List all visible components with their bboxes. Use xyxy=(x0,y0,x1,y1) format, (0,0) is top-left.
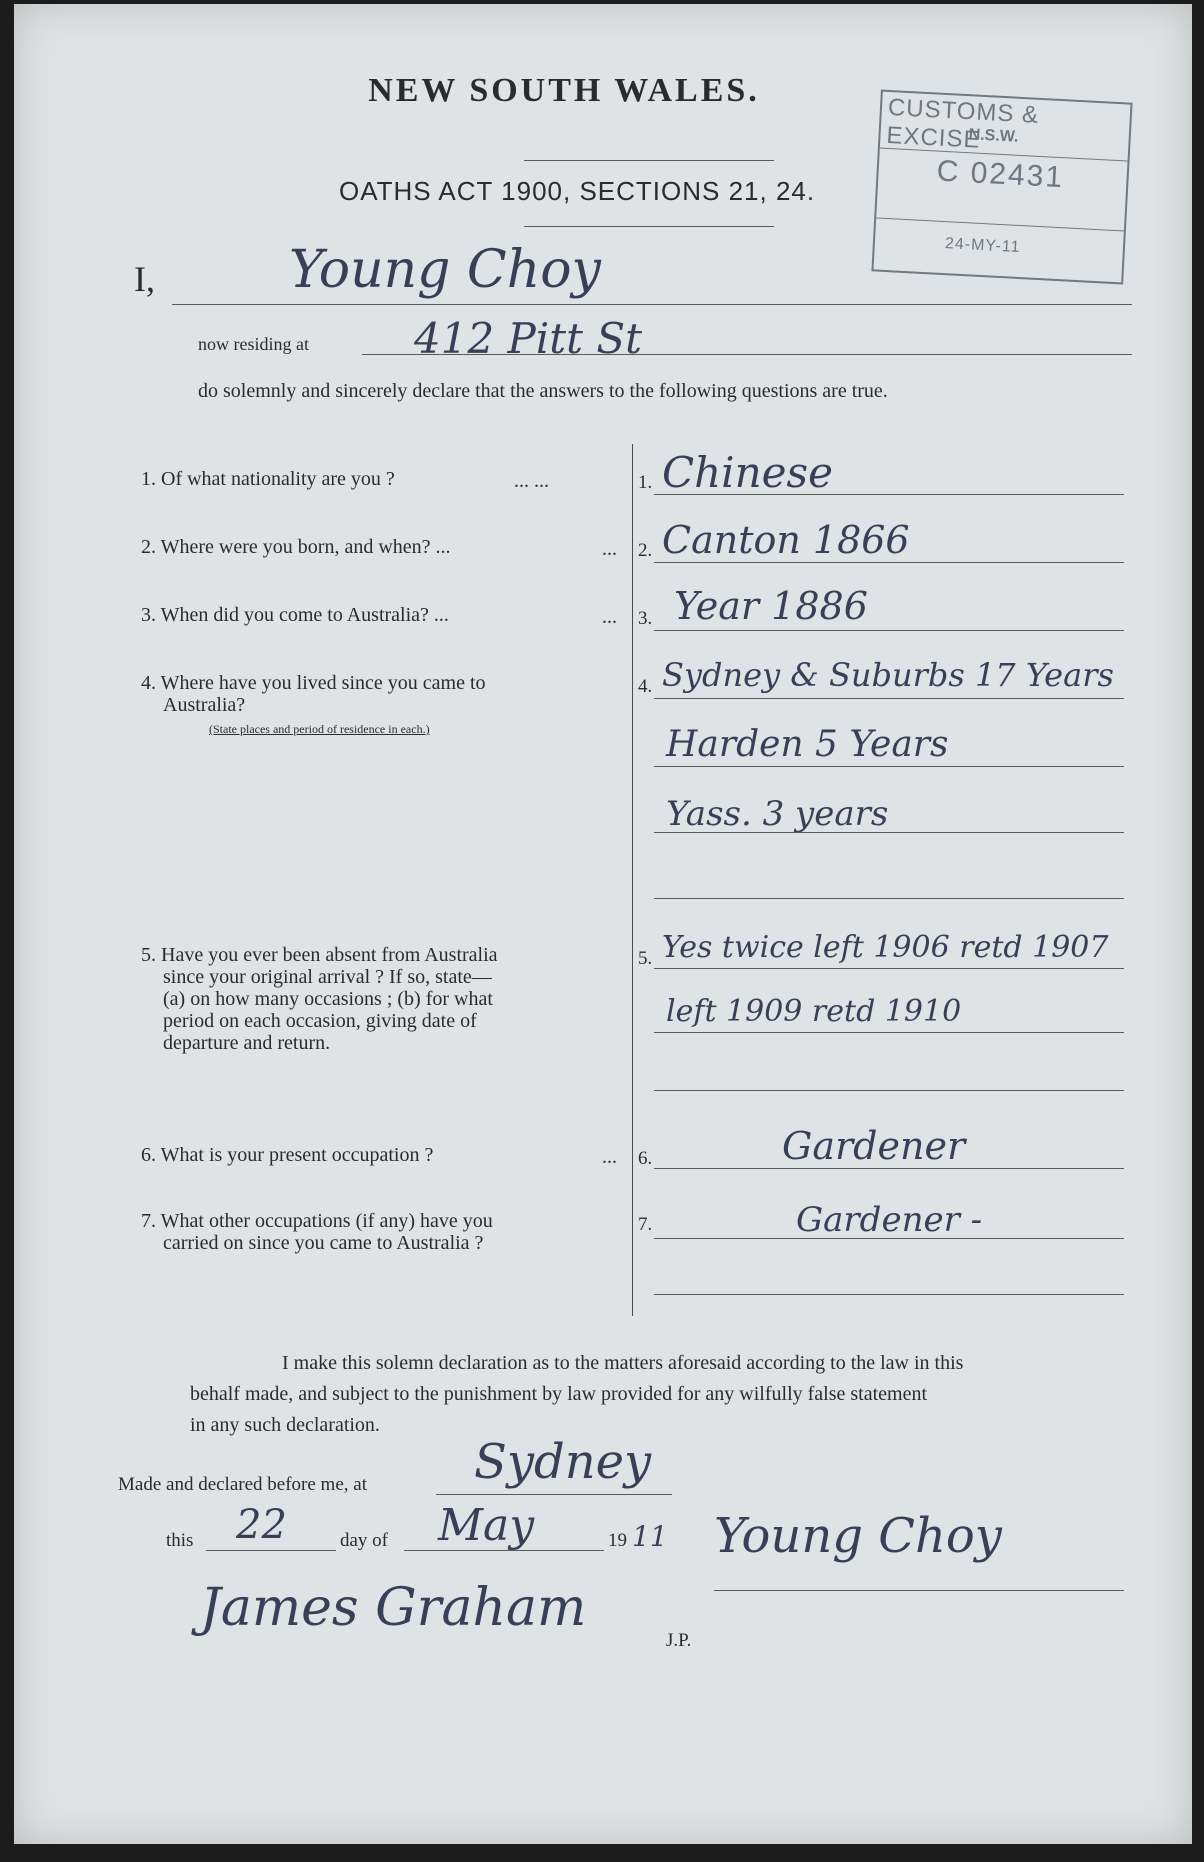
year-prefix: 19 xyxy=(608,1530,627,1551)
question-dots: ... xyxy=(602,1146,617,1168)
answer-3: Year 1886 xyxy=(674,584,868,628)
customs-stamp xyxy=(871,90,1132,285)
answer-line xyxy=(654,766,1124,767)
declaration-line3: in any such declaration. xyxy=(190,1414,380,1436)
answer-number: 2. xyxy=(638,540,653,561)
declaration-day: 22 xyxy=(236,1502,287,1548)
title-rule xyxy=(524,160,774,161)
answer-number: 4. xyxy=(638,676,653,697)
month-line xyxy=(404,1550,604,1551)
stamp-line1: CUSTOMS & EXCISE xyxy=(885,93,1040,154)
answer-4b: Harden 5 Years xyxy=(666,724,949,765)
question-note: (State places and period of residence in each.) xyxy=(209,722,430,736)
question-text: 7. What other occupations (if any) have you xyxy=(141,1210,493,1232)
answer-line xyxy=(654,898,1124,899)
question-text: period on each occasion, giving date of xyxy=(163,1010,477,1032)
answer-6: Gardener xyxy=(782,1124,966,1168)
question-text: (a) on how many occasions ; (b) for what xyxy=(163,988,493,1010)
question-text: 3. When did you come to Australia? ... xyxy=(141,604,449,626)
question-text: carried on since you came to Australia ? xyxy=(163,1232,484,1254)
subtitle-rule xyxy=(524,226,774,227)
answer-number: 5. xyxy=(638,948,653,969)
question-text: departure and return. xyxy=(163,1032,331,1054)
address-line xyxy=(362,354,1132,355)
question-dots: ... xyxy=(602,606,617,628)
declaration-line2: behalf made, and subject to the punishment by law provided for any wilfully false statement xyxy=(190,1383,928,1405)
place-line xyxy=(436,1494,672,1495)
answer-4c: Yass. 3 years xyxy=(666,794,889,834)
question-text: since your original arrival ? If so, state— xyxy=(163,966,492,988)
document-page xyxy=(14,4,1192,1844)
document-title: NEW SOUTH WALES. xyxy=(368,72,760,109)
answer-line xyxy=(654,832,1124,833)
question-text: 2. Where were you born, and when? ... xyxy=(141,536,451,558)
answer-number: 7. xyxy=(638,1214,653,1235)
declaration-intro: do solemnly and sincerely declare that the answers to the following questions are true. xyxy=(198,380,888,402)
answer-7: Gardener - xyxy=(796,1200,983,1240)
answer-line xyxy=(654,1294,1124,1295)
question-5 xyxy=(141,944,621,1054)
made-label: Made and declared before me, at xyxy=(118,1474,367,1495)
answer-line xyxy=(654,1032,1124,1033)
stamp-number: C 02431 xyxy=(935,154,1065,195)
answer-5b: left 1909 retd 1910 xyxy=(666,994,962,1029)
answer-1: Chinese xyxy=(662,448,833,497)
document-subtitle: OATHS ACT 1900, SECTIONS 21, 24. xyxy=(339,176,816,206)
declaration-month: May xyxy=(438,1500,535,1551)
stamp-line2: N.S.W. xyxy=(968,126,1019,146)
this-label: this xyxy=(166,1530,194,1551)
answer-line xyxy=(654,494,1124,495)
signature-line xyxy=(714,1590,1124,1591)
answer-line xyxy=(654,1168,1124,1169)
stamp-date: 24-MY-11 xyxy=(944,235,1021,257)
question-dots: ... xyxy=(602,538,617,560)
question-4 xyxy=(141,672,621,740)
column-divider xyxy=(632,444,633,1316)
answer-number: 3. xyxy=(638,608,653,629)
question-3 xyxy=(141,604,449,626)
declarant-name: Young Choy xyxy=(289,240,601,300)
place-of-declaration: Sydney xyxy=(474,1434,652,1490)
answer-number: 1. xyxy=(638,472,653,493)
question-2 xyxy=(141,536,451,558)
question-text: 1. Of what nationality are you ? xyxy=(141,468,395,490)
answer-number: 6. xyxy=(638,1148,653,1169)
question-text: Australia? xyxy=(163,694,246,716)
question-1 xyxy=(141,468,395,490)
day-line xyxy=(206,1550,336,1551)
jp-label: J.P. xyxy=(666,1630,692,1651)
question-7 xyxy=(141,1210,621,1254)
declarant-address: 412 Pitt St xyxy=(414,314,642,363)
declarant-signature: Young Choy xyxy=(714,1508,1002,1564)
answer-2: Canton 1866 xyxy=(662,518,910,562)
question-text: 6. What is your present occupation ? xyxy=(141,1144,434,1166)
witness-signature: James Graham xyxy=(200,1578,587,1638)
question-text: 5. Have you ever been absent from Australia xyxy=(141,944,498,966)
question-dots: ... ... xyxy=(514,470,549,492)
stamp-divider xyxy=(876,217,1124,231)
residing-label: now residing at xyxy=(198,334,309,354)
year-suffix: 11 xyxy=(632,1520,668,1553)
answer-line xyxy=(654,1090,1124,1091)
question-text: 4. Where have you lived since you came to xyxy=(141,672,486,694)
answer-4a: Sydney & Suburbs 17 Years xyxy=(662,656,1114,694)
answer-line xyxy=(654,630,1124,631)
answer-line xyxy=(654,1238,1124,1239)
answer-5a: Yes twice left 1906 retd 1907 xyxy=(662,930,1109,965)
answer-line xyxy=(654,562,1124,563)
name-line xyxy=(172,304,1132,305)
day-of-label: day of xyxy=(340,1530,389,1551)
answer-line xyxy=(654,698,1124,699)
answer-line xyxy=(654,968,1124,969)
declarant-prefix: I, xyxy=(134,259,155,299)
declaration-line1: I make this solemn declaration as to the matters aforesaid according to the law in this xyxy=(282,1352,964,1374)
question-6 xyxy=(141,1144,433,1166)
